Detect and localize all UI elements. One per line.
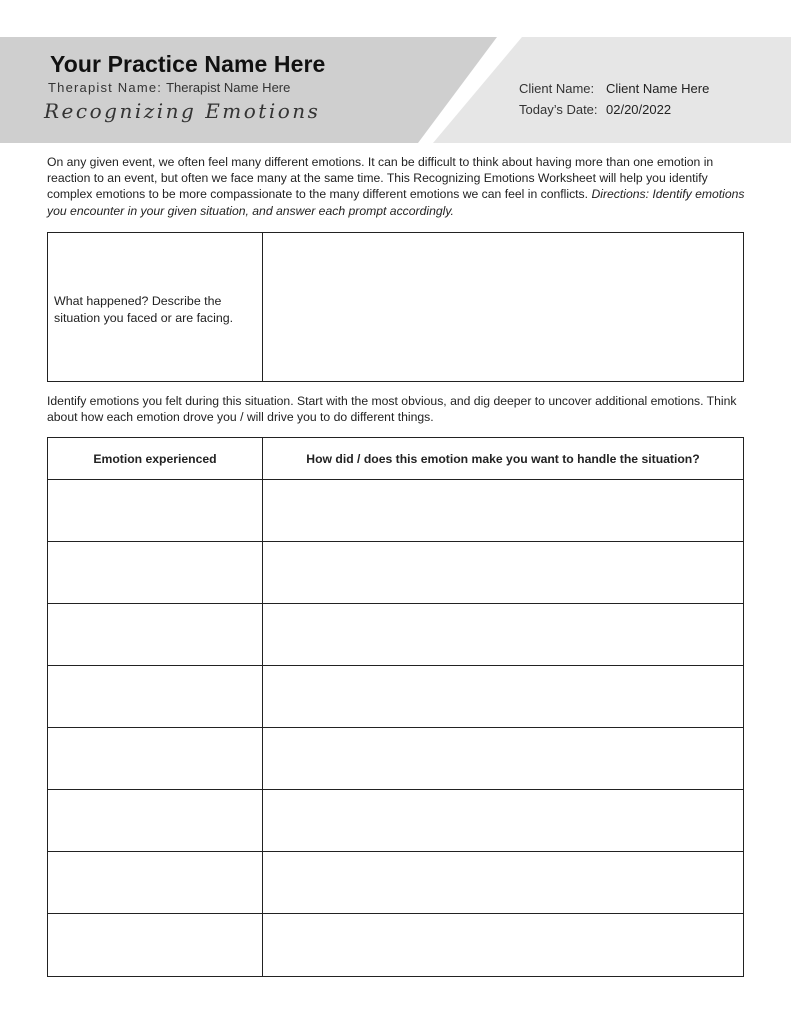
- date-label: Today’s Date:: [519, 102, 598, 117]
- handling-cell[interactable]: [263, 479, 743, 541]
- intro-text: On any given event, we often feel many different emotions. It can be difficult to think about having more than one emotion in reaction to an event, but often we face many at the same time. This Recognizing Emotions Worksheet will help you identify complex emotions to be more compassionate to the many different emotions we can feel in conflicts.: [47, 155, 714, 202]
- emotion-cell[interactable]: [48, 479, 262, 541]
- handling-cell[interactable]: [263, 851, 743, 913]
- situation-answer-field[interactable]: [263, 233, 743, 381]
- emotion-cell[interactable]: [48, 789, 262, 851]
- client-name-row: [519, 81, 709, 96]
- table-row: [48, 789, 743, 852]
- client-name-label: Client Name:: [519, 81, 595, 96]
- emotion-column-header: Emotion experienced: [93, 452, 217, 466]
- worksheet-title: Recognizing Emotions: [44, 99, 321, 123]
- date-row: [519, 102, 671, 117]
- table-header: [48, 438, 743, 480]
- table-row: [48, 851, 743, 914]
- emotion-cell[interactable]: [48, 541, 262, 603]
- table-row: [48, 603, 743, 666]
- date-field[interactable]: 02/20/2022: [606, 102, 672, 117]
- intro-paragraph: [47, 154, 747, 219]
- situation-box: [47, 232, 744, 382]
- emotion-cell[interactable]: [48, 913, 262, 976]
- handling-cell[interactable]: [263, 727, 743, 789]
- table-row: [48, 541, 743, 604]
- table-row: [48, 479, 743, 542]
- table-row: [48, 727, 743, 790]
- handling-cell[interactable]: [263, 541, 743, 603]
- table-row: [48, 665, 743, 728]
- handling-column-header: How did / does this emotion make you want to handle the situation?: [306, 452, 700, 466]
- situation-prompt: What happened? Describe the situation you faced or are facing.: [54, 294, 234, 325]
- handling-cell[interactable]: [263, 913, 743, 976]
- therapist-line: [48, 80, 290, 95]
- practice-name: Your Practice Name Here: [50, 51, 326, 77]
- emotion-cell[interactable]: [48, 727, 262, 789]
- handling-cell[interactable]: [263, 789, 743, 851]
- therapist-name-field[interactable]: Therapist Name Here: [166, 80, 291, 95]
- table-row: [48, 913, 743, 976]
- emotion-cell[interactable]: [48, 603, 262, 665]
- client-name-field[interactable]: Client Name Here: [606, 81, 710, 96]
- handling-cell[interactable]: [263, 603, 743, 665]
- therapist-label: Therapist Name:: [48, 80, 163, 95]
- handling-cell[interactable]: [263, 665, 743, 727]
- emotion-table: [47, 437, 744, 977]
- identify-paragraph: Identify emotions you felt during this situation. Start with the most obvious, and dig deeper to uncover additional emotions. Think about how each emotion drove you / will drive you to do different things.: [47, 394, 737, 425]
- emotion-cell[interactable]: [48, 665, 262, 727]
- directions-text: Directions: Identify emotions you encounter in your given situation, and answer each prompt accordingly.: [47, 187, 745, 218]
- emotion-cell[interactable]: [48, 851, 262, 913]
